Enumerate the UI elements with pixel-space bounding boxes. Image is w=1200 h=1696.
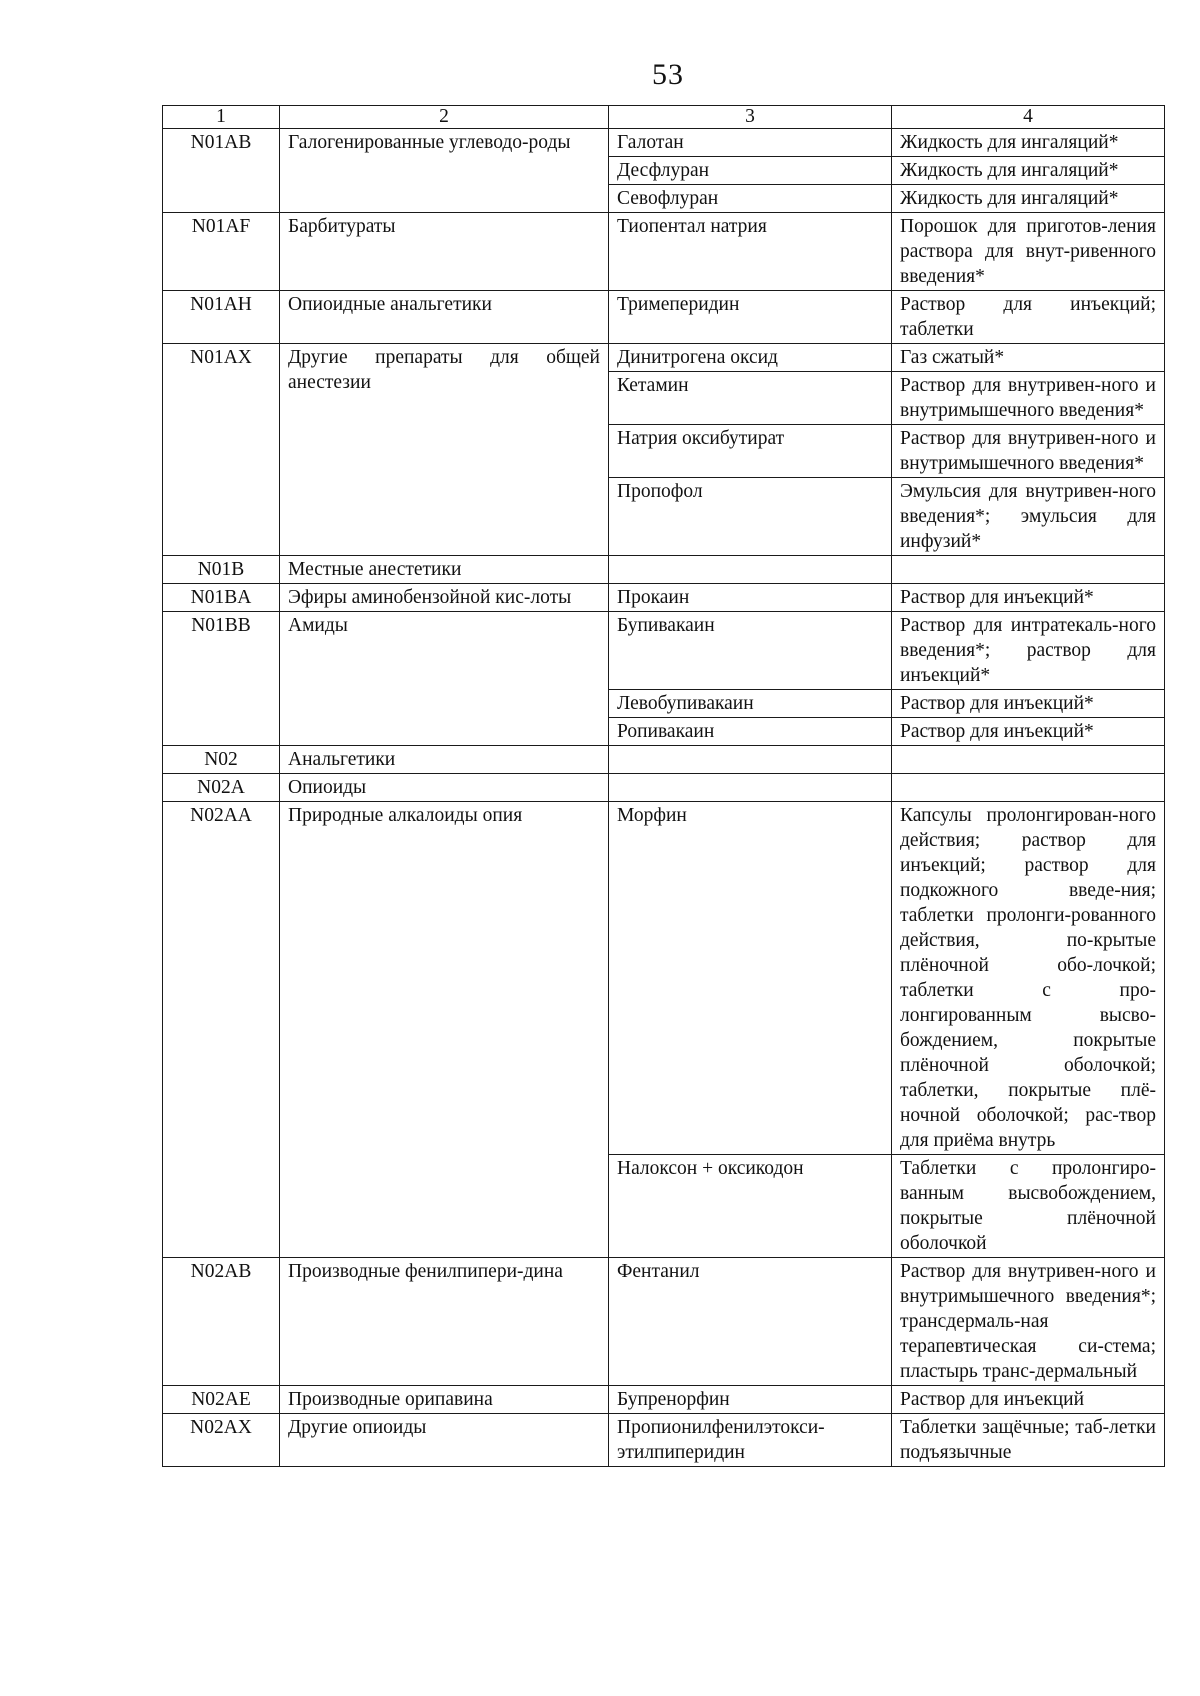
dosage-form: Капсулы пролонгирован-ного действия; раствор для инъекций; раствор для подкожного введе-ния; таблетки пролонги-рованного действия, по-крытые плёночной обо-лочкой; таблетки с про-лонгированным высво-бождением, покрытые плёночной оболочкой; таблетки, покрытые плё-ночной оболочкой; рас-твор для приёма внутрь (892, 802, 1165, 1155)
table-row (163, 1258, 1165, 1386)
dosage-form: Раствор для инъекций (892, 1386, 1165, 1414)
dosage-form: Таблетки защёчные; таб-летки подъязычные (892, 1414, 1165, 1467)
drug-name: Бупренорфин (609, 1386, 892, 1414)
drug-name (609, 774, 892, 802)
table-row (163, 556, 1165, 584)
group-name: Другие препараты для общей анестезии (280, 344, 609, 556)
group-name: Анальгетики (280, 746, 609, 774)
group-name: Опиоидные анальгетики (280, 291, 609, 344)
drug-table (162, 105, 1165, 1467)
table-row (163, 291, 1165, 344)
table-header-row (163, 106, 1165, 129)
dosage-form: Раствор для внутривен-ного и внутримышечного введения* (892, 372, 1165, 425)
drug-name (609, 556, 892, 584)
group-name: Галогенированные углеводо-роды (280, 129, 609, 213)
group-name: Опиоиды (280, 774, 609, 802)
column-header: 3 (609, 106, 892, 129)
drug-name: Натрия оксибутират (609, 425, 892, 478)
atc-code: N01AX (163, 344, 280, 556)
drug-name: Галотан (609, 129, 892, 157)
dosage-form (892, 556, 1165, 584)
group-name: Амиды (280, 612, 609, 746)
dosage-form: Эмульсия для внутривен-ного введения*; эмульсия для инфузий* (892, 478, 1165, 556)
drug-name: Левобупивакаин (609, 690, 892, 718)
group-name: Природные алкалоиды опия (280, 802, 609, 1258)
dosage-form: Жидкость для ингаляций* (892, 157, 1165, 185)
group-name: Производные орипавина (280, 1386, 609, 1414)
drug-name (609, 746, 892, 774)
table-row (163, 746, 1165, 774)
drug-name: Морфин (609, 802, 892, 1155)
dosage-form (892, 774, 1165, 802)
table-row (163, 1386, 1165, 1414)
atc-code: N02AE (163, 1386, 280, 1414)
group-name: Местные анестетики (280, 556, 609, 584)
drug-name: Фентанил (609, 1258, 892, 1386)
dosage-form: Порошок для приготов-ления раствора для внут-ривенного введения* (892, 213, 1165, 291)
dosage-form: Раствор для внутривен-ного и внутримышечного введения* (892, 425, 1165, 478)
dosage-form: Раствор для инъекций* (892, 718, 1165, 746)
table-row (163, 774, 1165, 802)
atc-code: N01AB (163, 129, 280, 213)
table-row (163, 802, 1165, 1155)
table-row (163, 1414, 1165, 1467)
column-header: 1 (163, 106, 280, 129)
drug-name: Прокаин (609, 584, 892, 612)
drug-name: Кетамин (609, 372, 892, 425)
atc-code: N02 (163, 746, 280, 774)
dosage-form: Жидкость для ингаляций* (892, 129, 1165, 157)
dosage-form (892, 746, 1165, 774)
dosage-form: Жидкость для ингаляций* (892, 185, 1165, 213)
page-number: 53 (652, 58, 684, 91)
column-header: 2 (280, 106, 609, 129)
drug-name: Динитрогена оксид (609, 344, 892, 372)
dosage-form: Газ сжатый* (892, 344, 1165, 372)
dosage-form: Таблетки с пролонгиро-ванным высвобождением, покрытые плёночной оболочкой (892, 1155, 1165, 1258)
drug-name: Пропионилфенилэтокси-этилпиперидин (609, 1414, 892, 1467)
drug-name: Пропофол (609, 478, 892, 556)
group-name: Барбитураты (280, 213, 609, 291)
drug-name: Тримеперидин (609, 291, 892, 344)
atc-code: N01AF (163, 213, 280, 291)
column-header: 4 (892, 106, 1165, 129)
dosage-form: Раствор для интратекаль-ного введения*; раствор для инъекций* (892, 612, 1165, 690)
atc-code: N01B (163, 556, 280, 584)
atc-code: N02AB (163, 1258, 280, 1386)
group-name: Производные фенилпипери-дина (280, 1258, 609, 1386)
drug-name: Десфлуран (609, 157, 892, 185)
group-name: Эфиры аминобензойной кис-лоты (280, 584, 609, 612)
drug-name: Севофлуран (609, 185, 892, 213)
atc-code: N01AH (163, 291, 280, 344)
table-row (163, 129, 1165, 157)
table-row (163, 213, 1165, 291)
dosage-form: Раствор для инъекций; таблетки (892, 291, 1165, 344)
group-name: Другие опиоиды (280, 1414, 609, 1467)
table-row (163, 584, 1165, 612)
atc-code: N02AA (163, 802, 280, 1258)
table-row (163, 344, 1165, 372)
drug-name: Ропивакаин (609, 718, 892, 746)
drug-name: Бупивакаин (609, 612, 892, 690)
table-row (163, 612, 1165, 690)
atc-code: N02A (163, 774, 280, 802)
dosage-form: Раствор для инъекций* (892, 584, 1165, 612)
dosage-form: Раствор для инъекций* (892, 690, 1165, 718)
atc-code: N02AX (163, 1414, 280, 1467)
dosage-form: Раствор для внутривен-ного и внутримышечного введения*; трансдермаль-ная терапевтическая си-стема; пластырь транс-дермальный (892, 1258, 1165, 1386)
atc-code: N01BB (163, 612, 280, 746)
drug-name: Тиопентал натрия (609, 213, 892, 291)
drug-name: Налоксон + оксикодон (609, 1155, 892, 1258)
atc-code: N01BA (163, 584, 280, 612)
